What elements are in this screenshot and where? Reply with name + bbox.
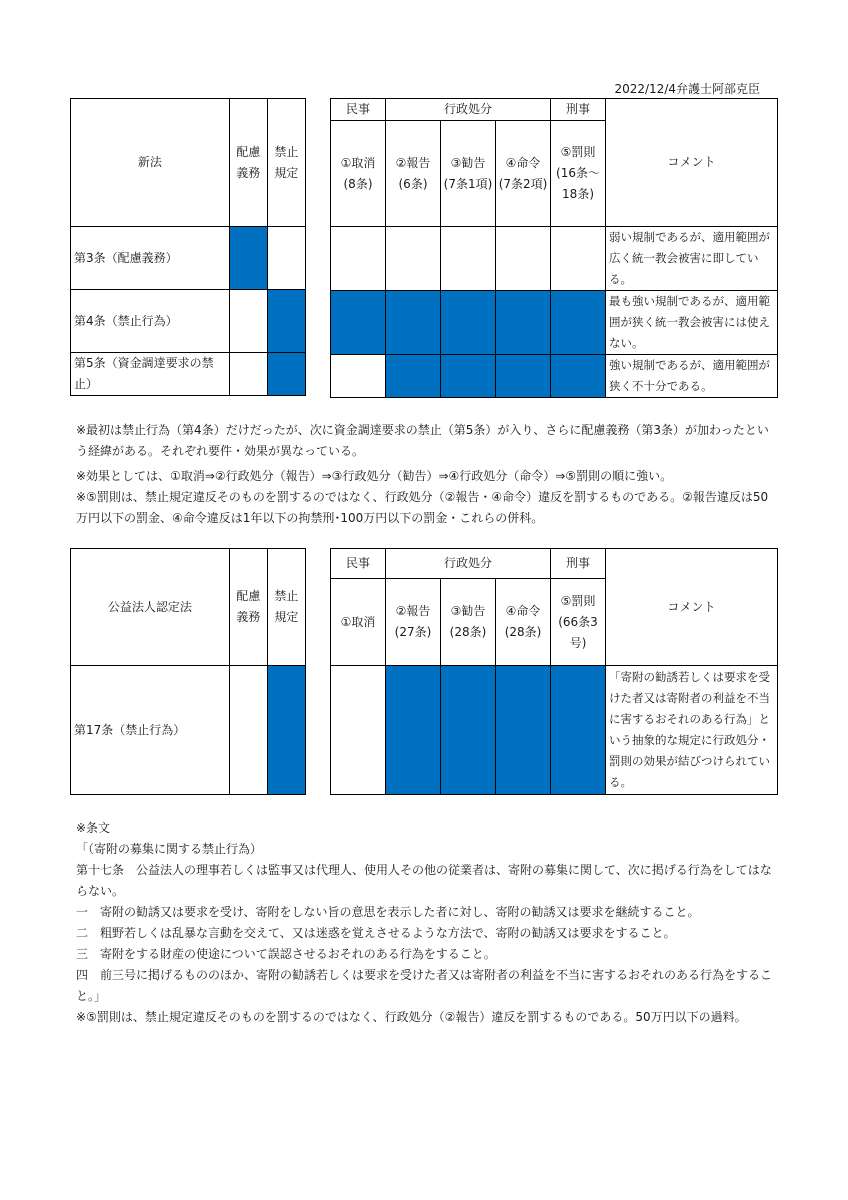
statute-article: 第十七条 公益法人の理事若しくは監事又は代理人、使用人その他の従業者は、寄附の募集に関して、次に掲げる行為をしてはならない。 bbox=[76, 863, 772, 898]
table2-prohibit-header: 禁止 規定 bbox=[267, 549, 305, 666]
table2-criminal-header: 刑事 bbox=[551, 549, 606, 579]
table1-cell-empty bbox=[551, 227, 606, 291]
statute-item: 一 寄附の勧誘又は要求を受け、寄附をしない旨の意思を表示した者に対し、寄附の勧誘又は要求を継続すること。 bbox=[76, 905, 700, 919]
table1-cell-empty bbox=[229, 290, 267, 353]
table1-row-label: 第4条（禁止行為） bbox=[71, 290, 230, 353]
table1-cell-filled bbox=[496, 291, 551, 355]
table2-comment-header: コメント bbox=[606, 549, 778, 666]
table2-left bbox=[70, 548, 306, 795]
table1-right bbox=[330, 98, 778, 398]
table1-cell-filled bbox=[441, 355, 496, 398]
table1-cell-empty bbox=[331, 355, 386, 398]
table2-cell-filled bbox=[496, 666, 551, 795]
table2-col-report: ②報告 (27条) bbox=[386, 579, 441, 666]
table2-civil-header: 民事 bbox=[331, 549, 386, 579]
table1-cell-filled bbox=[441, 291, 496, 355]
table1-comment: 強い規制であるが、適用範囲が狭く不十分である。 bbox=[606, 355, 778, 398]
table1-cell-empty bbox=[386, 227, 441, 291]
statute-item: 三 寄附をする財産の使途について誤認させるおそれのある行為をすること。 bbox=[76, 947, 496, 961]
table2-duty-header: 配慮 義務 bbox=[229, 549, 267, 666]
table1-cell-filled bbox=[496, 355, 551, 398]
table1-admin-header: 行政処分 bbox=[386, 99, 551, 121]
table2-col-advice: ③勧告 (28条) bbox=[441, 579, 496, 666]
table1-law-header: 新法 bbox=[71, 99, 230, 227]
table2-comment: 「寄附の勧誘若しくは要求を受けた者又は寄附者の利益を不当に害するおそれのある行為」という抽象的な規定に行政処分・罰則の効果が結びつけられている。 bbox=[606, 666, 778, 795]
table1-cell-filled bbox=[229, 227, 267, 290]
table2-cell-filled bbox=[551, 666, 606, 795]
table1-col-penalty: ⑤罰則 (16条～ 18条) bbox=[551, 121, 606, 227]
table2-col-penalty: ⑤罰則 (66条3 号) bbox=[551, 579, 606, 666]
table1-cell-empty bbox=[441, 227, 496, 291]
table1-cell-empty bbox=[229, 353, 267, 396]
table2-admin-header: 行政処分 bbox=[386, 549, 551, 579]
table1-prohibit-header: 禁止 規定 bbox=[267, 99, 305, 227]
table1-cell-filled bbox=[386, 355, 441, 398]
statute-note: ※⑤罰則は、禁止規定違反そのものを罰するのではなく、行政処分（②報告）違反を罰するものである。50万円以下の過料。 bbox=[76, 1010, 747, 1024]
table1-cell-empty bbox=[331, 227, 386, 291]
table1-comment-header: コメント bbox=[606, 99, 778, 227]
table1-col-advice: ③勧告 (7条1項) bbox=[441, 121, 496, 227]
table1-cell-empty bbox=[267, 227, 305, 290]
table1-criminal-header: 刑事 bbox=[551, 99, 606, 121]
table2-col-order: ④命令 (28条) bbox=[496, 579, 551, 666]
table1-cell-filled bbox=[386, 291, 441, 355]
table1-civil-header: 民事 bbox=[331, 99, 386, 121]
table2-cell-filled bbox=[441, 666, 496, 795]
table2-cell-filled bbox=[386, 666, 441, 795]
table1-cell-empty bbox=[496, 227, 551, 291]
table2-right bbox=[330, 548, 778, 795]
table2-row-label: 第17条（禁止行為） bbox=[71, 666, 230, 795]
table1-col-cancel: ①取消 (8条) bbox=[331, 121, 386, 227]
table1-cell-filled bbox=[267, 290, 305, 353]
table1-cell-filled bbox=[267, 353, 305, 396]
statute-item: 四 前三号に掲げるもののほか、寄附の勧誘若しくは要求を受けた者又は寄附者の利益を不当に害するおそれのある行為をすること。」 bbox=[76, 968, 773, 1003]
statute-item: 二 粗野若しくは乱暴な言動を交えて、又は迷惑を覚えさせるような方法で、寄附の勧誘又は要求をすること。 bbox=[76, 926, 676, 940]
notes2 bbox=[76, 818, 776, 1028]
table2-cell-empty bbox=[331, 666, 386, 795]
table2-col-cancel: ①取消 bbox=[331, 579, 386, 666]
table1-comment: 弱い規制であるが、適用範囲が広く統一教会被害に即している。 bbox=[606, 227, 778, 291]
table1-cell-filled bbox=[551, 355, 606, 398]
table1-left bbox=[70, 98, 306, 396]
table1-col-report: ②報告 (6条) bbox=[386, 121, 441, 227]
table1-row-label: 第5条（資金調達要求の禁止） bbox=[71, 353, 230, 396]
table2-law-header: 公益法人認定法 bbox=[71, 549, 230, 666]
table1-cell-filled bbox=[551, 291, 606, 355]
note-paragraph: ※最初は禁止行為（第4条）だけだったが、次に資金調達要求の禁止（第5条）が入り、さらに配慮義務（第3条）が加わったという経緯がある。それぞれ要件・効果が異なっている。 bbox=[76, 423, 769, 458]
table1-cell-filled bbox=[331, 291, 386, 355]
notes1 bbox=[76, 420, 776, 529]
table2-cell-filled bbox=[267, 666, 305, 795]
table1-col-order: ④命令 (7条2項) bbox=[496, 121, 551, 227]
table1-row-label: 第3条（配慮義務） bbox=[71, 227, 230, 290]
table2-cell-empty bbox=[229, 666, 267, 795]
table1-duty-header: 配慮 義務 bbox=[229, 99, 267, 227]
note-paragraph: ※⑤罰則は、禁止規定違反そのものを罰するのではなく、行政処分（②報告・④命令）違反を罰するものである。②報告違反は50万円以下の罰金、④命令違反は1年以下の拘禁刑･100万円以下の罰金・これらの併科。 bbox=[76, 490, 769, 525]
date-author: 2022/12/4弁護士阿部克臣 bbox=[614, 82, 760, 96]
statute-heading: ※条文 bbox=[76, 821, 111, 835]
statute-title: 「（寄附の募集に関する禁止行為） bbox=[76, 842, 263, 856]
table1-comment: 最も強い規制であるが、適用範囲が狭く統一教会被害には使えない。 bbox=[606, 291, 778, 355]
note-paragraph: ※効果としては、①取消⇒②行政処分（報告）⇒③行政処分（勧告）⇒④行政処分（命令）⇒⑤罰則の順に強い。 bbox=[76, 469, 673, 483]
